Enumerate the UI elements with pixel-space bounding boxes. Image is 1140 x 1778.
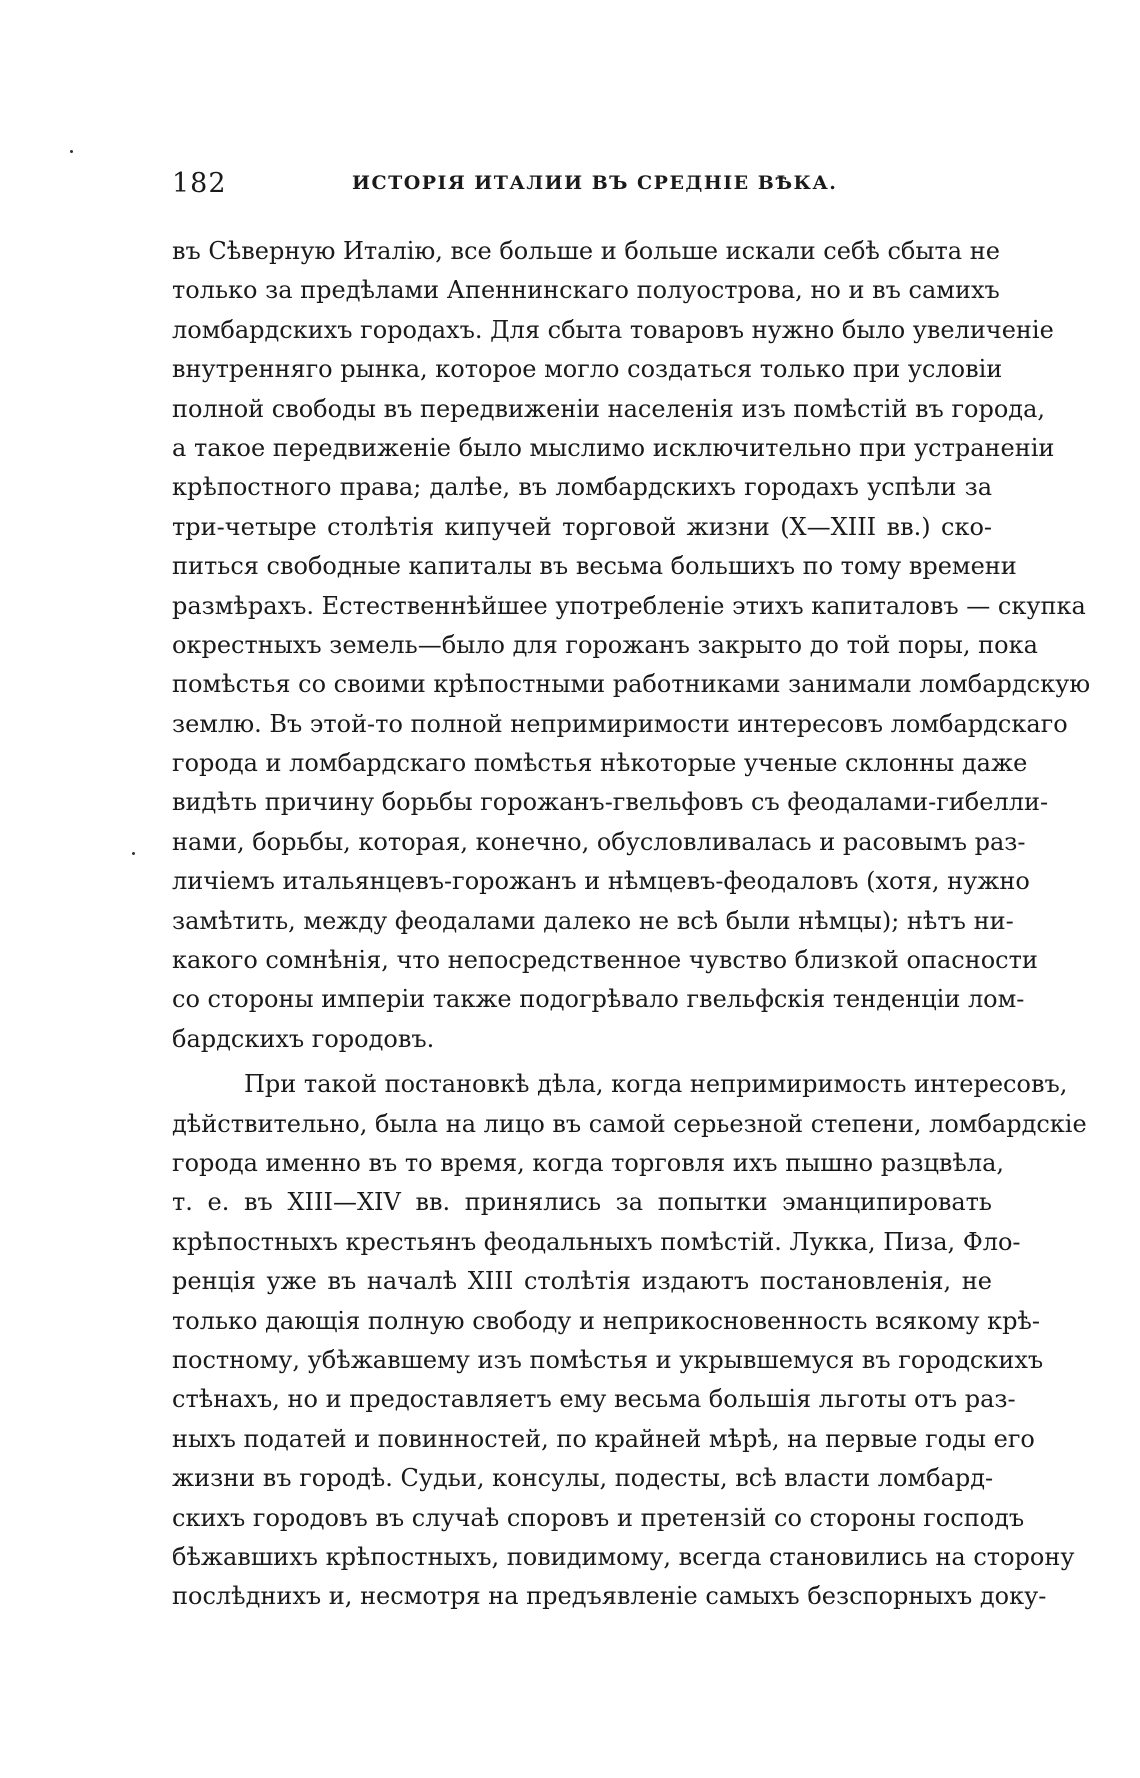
text-line: только за предѣлами Апеннинскаго полуострова, но и въ самихъ <box>172 276 1000 305</box>
text-line: въ Сѣверную Италію, все больше и больше искали себѣ сбыта не <box>172 237 1000 265</box>
paragraph-1 <box>172 232 1091 1059</box>
text-line: скихъ городовъ въ случаѣ споровъ и претензій со стороны господъ <box>172 1503 1025 1532</box>
text-line: три-четыре столѣтія кипучей торговой жизни (X—XIII вв.) ско- <box>172 512 992 541</box>
text-line: личіемъ итальянцевъ-горожанъ и нѣмцевъ-феодаловъ (хотя, нужно <box>172 867 1030 896</box>
text-line: окрестныхъ земель—было для горожанъ закрыто до той поры, пока <box>172 630 1038 659</box>
text-line: т. е. въ XIII—XIV вв. принялись за попытки эманципировать <box>172 1188 992 1217</box>
text-line: питься свободные капиталы въ весьма большихъ по тому времени <box>172 552 1017 581</box>
text-line: города именно въ то время, когда торговля ихъ пышно разцвѣла, <box>172 1148 1005 1177</box>
text-line: размѣрахъ. Естественнѣйшее употребленіе этихъ капиталовъ — скупка <box>172 591 1086 620</box>
text-line: послѣднихъ и, несмотря на предъявленіе самыхъ безспорныхъ доку- <box>172 1582 1047 1611</box>
text-line: полной свободы въ передвиженіи населенія изъ помѣстій въ города, <box>172 394 1045 423</box>
text-line: ныхъ податей и повинностей, по крайней мѣрѣ, на первые годы его <box>172 1424 1035 1453</box>
text-line: жизни въ городѣ. Судьи, консулы, подесты, всѣ власти ломбард- <box>172 1464 994 1493</box>
text-line: крѣпостного права; далѣе, въ ломбардскихъ городахъ успѣли за <box>172 473 992 502</box>
print-speck <box>70 150 73 153</box>
paragraph-2 <box>172 1065 1087 1616</box>
text-line: со стороны имперіи также подогрѣвало гвельфскія тенденціи лом- <box>172 985 1025 1014</box>
text-line: внутренняго рынка, которое могло создаться только при условіи <box>172 355 1003 384</box>
text-line: ренція уже въ началѣ XIII столѣтія издаютъ постановленія, не <box>172 1267 992 1296</box>
text-line: нами, борьбы, которая, конечно, обусловливалась и расовымъ раз- <box>172 827 1026 856</box>
text-line: стѣнахъ, но и предоставляетъ ему весьма большія льготы отъ раз- <box>172 1385 1016 1414</box>
text-line: ломбардскихъ городахъ. Для сбыта товаровъ нужно было увеличеніе <box>172 315 1054 344</box>
text-line: крѣпостныхъ крестьянъ феодальныхъ помѣстій. Лукка, Пиза, Фло- <box>172 1227 1021 1256</box>
text-line: только дающія полную свободу и неприкосновенность всякому крѣ- <box>172 1306 1041 1335</box>
text-line: землю. Въ этой-то полной непримиримости интересовъ ломбардскаго <box>172 709 1068 738</box>
text-line: видѣть причину борьбы горожанъ-гвельфовъ съ феодалами-гибелли- <box>172 788 1049 817</box>
body-text <box>172 232 1091 1617</box>
text-line: дѣйствительно, была на лицо въ самой серьезной степени, ломбардскіе <box>172 1109 1087 1138</box>
text-line: бардскихъ городовъ. <box>172 1024 435 1053</box>
text-line: постному, убѣжавшему изъ помѣстья и укрывшемуся въ городскихъ <box>172 1345 1044 1374</box>
text-line: а такое передвиженіе было мыслимо исключительно при устраненіи <box>172 433 1055 462</box>
running-title: ИСТОРІЯ ИТАЛИИ ВЪ СРЕДНІЕ ВѢКА. <box>352 172 838 194</box>
text-line: какого сомнѣнія, что непосредственное чувство близкой опасности <box>172 946 1038 975</box>
page-header <box>172 168 992 202</box>
text-line: бѣжавшихъ крѣпостныхъ, повидимому, всегда становились на сторону <box>172 1542 1075 1571</box>
text-line: При такой постановкѣ дѣла, когда непримиримость интересовъ, <box>244 1070 1068 1099</box>
page-number: 182 <box>172 168 227 199</box>
text-line: замѣтить, между феодалами далеко не всѣ были нѣмцы); нѣтъ ни- <box>172 906 1014 935</box>
text-line: города и ломбардскаго помѣстья нѣкоторые ученые склонны даже <box>172 749 1028 778</box>
text-line: помѣстья со своими крѣпостными работниками занимали ломбардскую <box>172 670 1091 699</box>
print-speck <box>132 852 135 855</box>
